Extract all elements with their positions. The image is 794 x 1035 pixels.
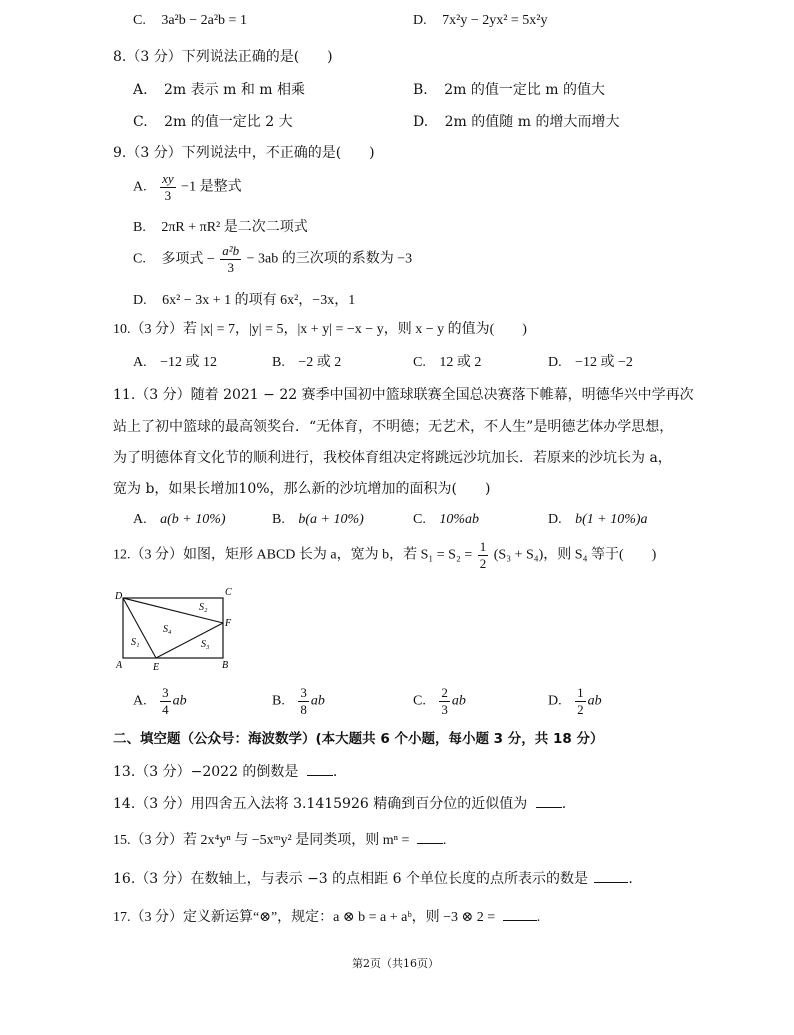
q9-option-b: [133, 221, 308, 235]
option-label: D.: [548, 512, 562, 527]
option-text: a(b + 10%): [160, 512, 226, 527]
question-text: 13.（3 分）−2022 的倒数是: [113, 764, 299, 780]
q7-option-c: [133, 14, 247, 28]
option-label: D.: [548, 355, 562, 370]
q9-stem: 9.（3 分）下列说法中，不正确的是( ): [113, 145, 375, 161]
q9-option-d: [133, 294, 355, 308]
q13: [113, 765, 337, 779]
period: .: [561, 796, 567, 812]
question-text: 15.（3 分）若 2x⁴yⁿ 与 −5xᵐy² 是同类项，则 mⁿ =: [113, 833, 410, 848]
option-text: ab: [587, 693, 602, 709]
q12-stem: [113, 540, 656, 571]
section-heading: 二、填空题（公众号：海波数学）(本大题共 6 个小题，每小题 3 分，共 18 分）: [113, 731, 604, 747]
fraction-numerator: xy: [162, 171, 174, 186]
q10-option-a: [133, 356, 217, 370]
q11-line-3: 为了明德体育文化节的顺利进行，我校体育组决定将跳远沙坑加长．若原来的沙坑长为 a，: [113, 450, 672, 466]
fraction: [298, 686, 309, 717]
option-text: ab: [310, 693, 325, 709]
option-label: C.: [133, 114, 148, 130]
option-label: B.: [272, 693, 285, 709]
option-text: −1 是整式: [181, 179, 242, 195]
fraction-numerator: 3: [162, 685, 169, 700]
option-label: A.: [133, 355, 147, 370]
option-text: −12 或 12: [160, 355, 218, 370]
option-label: D.: [413, 13, 427, 28]
period: .: [628, 871, 633, 887]
fraction: [220, 244, 241, 275]
q11-option-a: [133, 513, 226, 527]
region-s1: S₁: [131, 637, 140, 648]
option-label: B.: [133, 220, 146, 235]
option-text: 2m 的值一定比 m 的值大: [444, 82, 606, 98]
q7-option-d: [413, 14, 548, 28]
option-label: C.: [413, 693, 426, 709]
stem-text: 12.（3 分）如图，矩形 ABCD 长为 a，宽为 b，若 S₁ = S₂ =: [113, 547, 473, 563]
fraction: [478, 540, 489, 571]
rectangle-figure: [113, 585, 243, 675]
vertex-e: E: [153, 662, 160, 673]
segment-df: [123, 598, 223, 623]
option-label: B.: [272, 512, 285, 527]
fraction-denominator: 8: [300, 702, 307, 717]
q15: [113, 834, 446, 848]
page-footer: 第2页（共16页）: [352, 957, 439, 970]
fraction: [439, 686, 450, 717]
option-text: 10%ab: [439, 512, 480, 527]
answer-blank: [307, 775, 333, 776]
fraction-denominator: 4: [162, 702, 169, 717]
period: .: [442, 833, 447, 848]
q14: [113, 797, 566, 811]
stem-text: (S₃ + S₄)，则 S₄ 等于( ): [493, 547, 657, 563]
vertex-f: F: [225, 618, 232, 629]
option-text: 2m 的值随 m 的增大而增大: [444, 114, 620, 130]
fraction-denominator: 3: [227, 260, 234, 275]
q11-option-d: [548, 513, 648, 527]
option-text: 2πR + πR² 是二次二项式: [161, 220, 308, 235]
period: .: [332, 764, 338, 780]
question-text: 16.（3 分）在数轴上，与表示 −3 的点相距 6 个单位长度的点所表示的数是: [113, 871, 588, 887]
option-label: B.: [413, 82, 428, 98]
q11-line-1: 11.（3 分）随着 2021 − 22 赛季中国初中篮球联赛全国总决赛落下帷幕，明德华兴中学再次: [113, 387, 694, 403]
q10-stem: 10.（3 分）若 |x| = 7，|y| = 5，|x + y| = −x − y，则 x − y 的值为( ): [113, 322, 527, 337]
option-label: D.: [413, 114, 429, 130]
option-text: −2 或 2: [298, 355, 342, 370]
q10-option-d: [548, 356, 633, 370]
option-text: 2m 的值一定比 2 大: [164, 114, 293, 130]
answer-blank: [417, 843, 443, 844]
fraction: [575, 686, 586, 717]
region-s4: S₄: [163, 624, 172, 635]
q8-option-c: [133, 115, 293, 129]
question-text: 14.（3 分）用四舍五入法将 3.1415926 精确到百分位的近似值为: [113, 796, 528, 812]
q9-option-a: [133, 172, 242, 203]
option-label: A.: [133, 512, 147, 527]
q12-option-b: [272, 686, 325, 717]
fraction-numerator: a²b: [222, 243, 240, 258]
option-text: 7x²y − 2yx² = 5x²y: [442, 13, 548, 28]
option-label: D.: [548, 693, 562, 709]
q17: [113, 911, 540, 925]
vertex-d: D: [115, 591, 123, 602]
fraction-numerator: 1: [479, 539, 487, 554]
option-label: D.: [133, 293, 147, 308]
option-text: b(1 + 10%)a: [575, 512, 648, 527]
vertex-b: B: [222, 660, 229, 671]
q11-option-c: [413, 513, 479, 527]
q12-option-a: [133, 686, 187, 717]
q8-option-b: [413, 83, 605, 97]
answer-blank: [536, 807, 562, 808]
q16: [113, 872, 633, 886]
fraction-numerator: 2: [441, 685, 448, 700]
q8-option-d: [413, 115, 619, 129]
vertex-c: C: [225, 587, 232, 598]
option-text: ab: [172, 693, 187, 709]
option-label: A.: [133, 693, 147, 709]
option-text: −12 或 −2: [575, 355, 633, 370]
fraction-denominator: 2: [479, 556, 487, 571]
option-text: 2m 表示 m 和 m 相乘: [164, 82, 305, 98]
question-text: 17.（3 分）定义新运算“⊗”，规定：a ⊗ b = a + aᵇ，则 −3 ⊗ 2 =: [113, 910, 496, 925]
q11-line-2: 站上了初中篮球的最高领奖台．“无体育，不明德；无艺术，不人生”是明德艺体办学思想，: [113, 419, 674, 435]
q11-option-b: [272, 513, 364, 527]
option-text: ab: [451, 693, 466, 709]
q10-option-c: [413, 356, 481, 370]
fraction-numerator: 1: [577, 685, 584, 700]
segment-de: [123, 598, 156, 658]
option-text: − 3ab 的三次项的系数为 −3: [246, 251, 413, 267]
option-label: C.: [133, 13, 146, 28]
fraction: [160, 686, 171, 717]
fraction-denominator: 3: [164, 188, 172, 203]
option-label: B.: [272, 355, 285, 370]
option-text: 12 或 2: [439, 355, 482, 370]
option-label: A.: [133, 82, 148, 98]
q12-option-c: [413, 686, 466, 717]
fraction-numerator: 3: [300, 685, 307, 700]
option-label: A.: [133, 179, 147, 195]
period: .: [536, 910, 541, 925]
option-text: b(a + 10%): [298, 512, 364, 527]
q12-option-d: [548, 686, 602, 717]
region-s2: S₂: [199, 602, 208, 613]
answer-blank: [594, 882, 628, 883]
fraction-denominator: 2: [577, 702, 584, 717]
option-label: C.: [133, 251, 146, 267]
option-label: C.: [413, 355, 426, 370]
fraction-denominator: 3: [441, 702, 448, 717]
fraction: [160, 172, 176, 203]
option-text-prefix: 多项式 −: [161, 251, 215, 267]
region-s3: S₃: [201, 639, 210, 650]
option-text: 3a²b − 2a²b = 1: [161, 13, 247, 28]
q8-option-a: [133, 83, 305, 97]
q11-line-4: 宽为 b，如果长增加10%，那么新的沙坑增加的面积为( ): [113, 481, 491, 497]
q9-option-c: [133, 244, 412, 275]
option-text: 6x² − 3x + 1 的项有 6x²，−3x，1: [162, 293, 356, 308]
q8-stem: 8.（3 分）下列说法正确的是( ): [113, 49, 333, 65]
option-label: C.: [413, 512, 426, 527]
answer-blank: [503, 920, 537, 921]
q10-option-b: [272, 356, 341, 370]
vertex-a: A: [116, 660, 123, 671]
